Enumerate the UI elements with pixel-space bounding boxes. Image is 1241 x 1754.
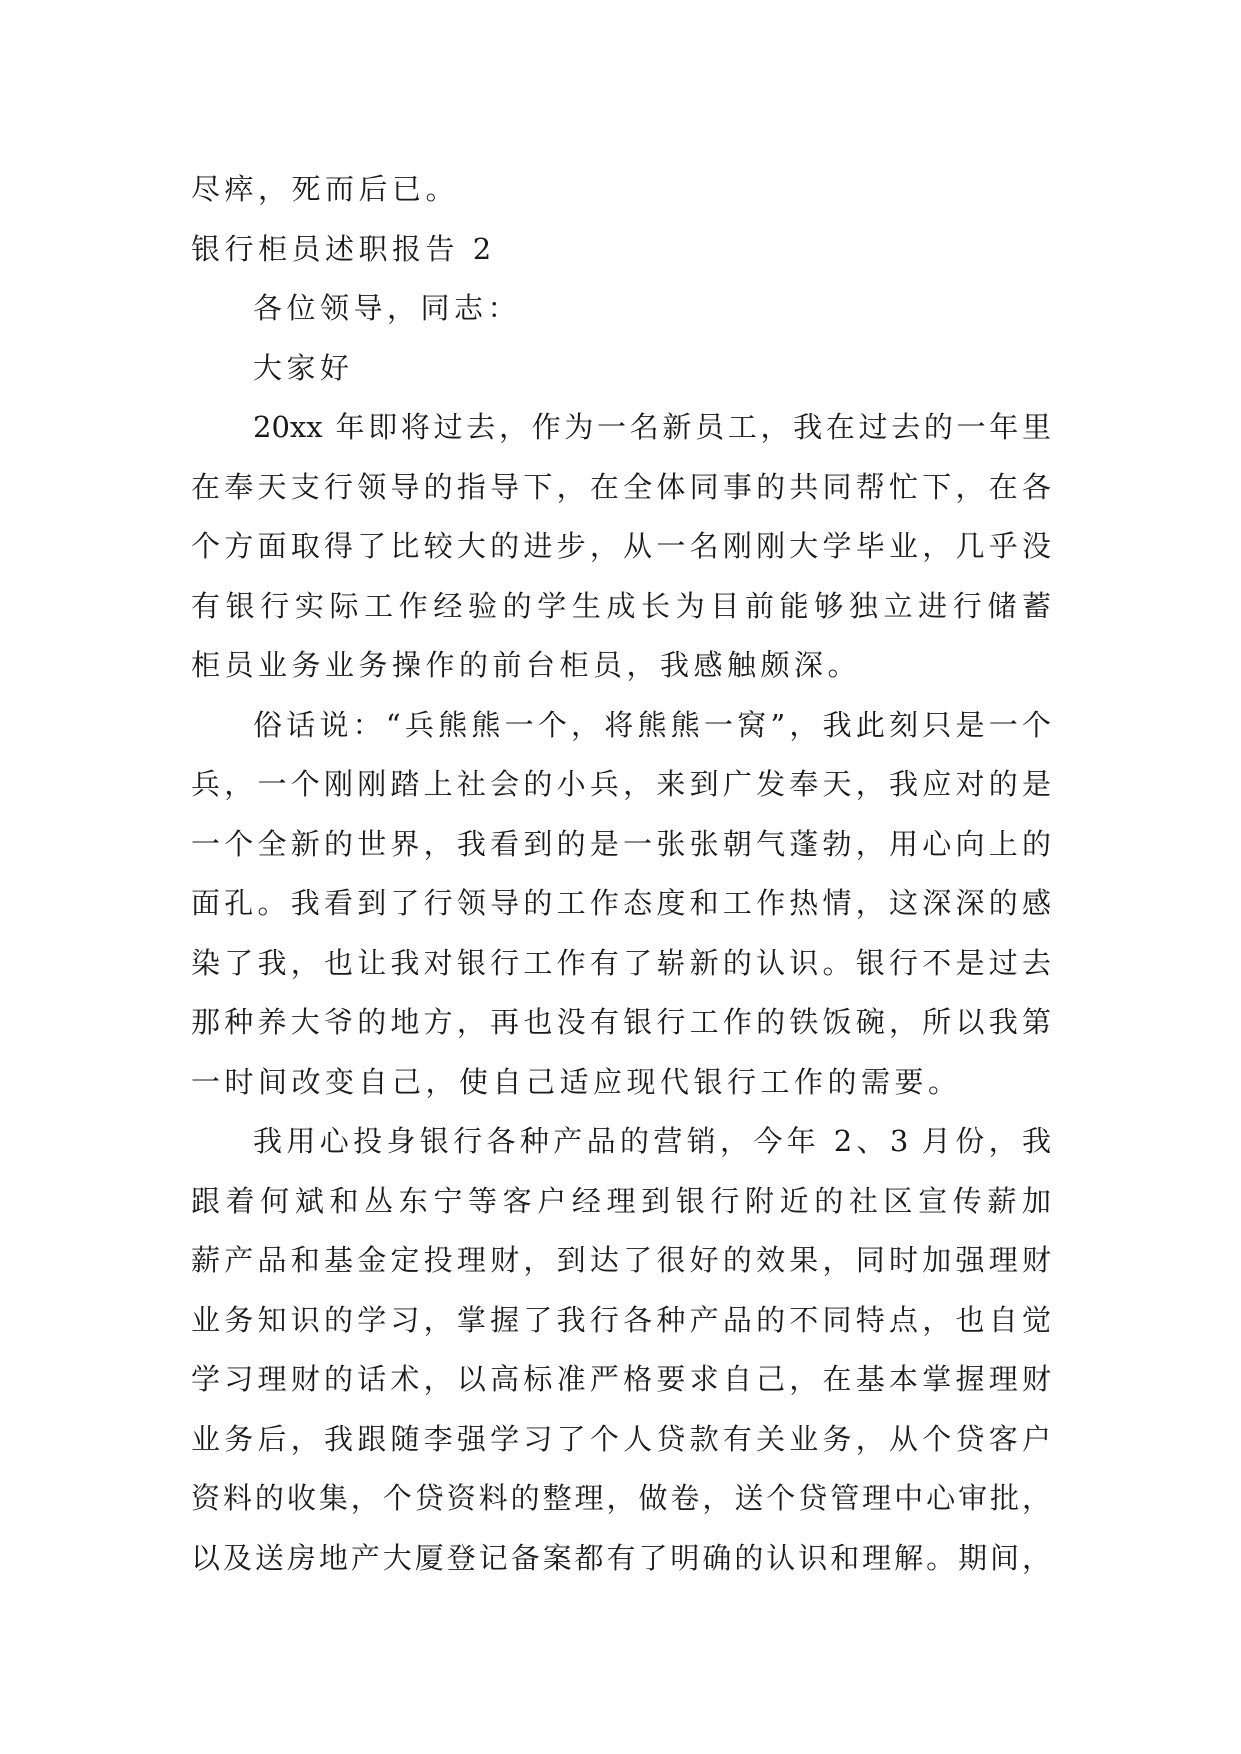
salutation: 各位领导，同志： <box>253 291 522 325</box>
paragraph-line: 柜员业务业务操作的前台柜员，我感触颇深。 <box>191 648 862 682</box>
paragraph-line: 那种养大爷的地方，再也没有银行工作的铁饭碗，所以我第 <box>191 1005 1051 1039</box>
paragraph-line: 业务知识的学习，掌握了我行各种产品的不同特点，也自觉 <box>191 1302 1051 1337</box>
paragraph-line: 业务后，我跟随李强学习了个人贷款有关业务，从个贷客户 <box>191 1421 1051 1456</box>
paragraph-line: 兵，一个刚刚踏上社会的小兵，来到广发奉天，我应对的是 <box>191 767 1051 801</box>
paragraph-line: 个方面取得了比较大的进步，从一名刚刚大学毕业，几乎没 <box>191 529 1051 563</box>
paragraph-line: 染了我，也让我对银行工作有了崭新的认识。银行不是过去 <box>191 945 1051 980</box>
section-title: 银行柜员述职报告 2 <box>191 231 496 266</box>
paragraph-line: 20xx 年即将过去，作为一名新员工，我在过去的一年里 <box>253 410 1051 444</box>
document-body <box>191 160 1051 1588</box>
paragraph-line: 在奉天支行领导的指导下，在全体同事的共同帮忙下，在各 <box>191 469 1051 504</box>
paragraph-line: 一时间改变自己，使自己适应现代银行工作的需要。 <box>191 1064 962 1099</box>
greeting: 大家好 <box>253 350 354 385</box>
paragraph-line: 有银行实际工作经验的学生成长为目前能够独立进行储蓄 <box>191 588 1051 623</box>
paragraph-line: 资料的收集，个贷资料的整理，做卷，送个贷管理中心审批， <box>191 1481 1051 1515</box>
paragraph-line: 俗话说：“兵熊熊一个，将熊熊一窝”，我此刻只是一个 <box>253 707 1051 742</box>
paragraph-line: 薪产品和基金定投理财，到达了很好的效果，同时加强理财 <box>191 1243 1051 1277</box>
paragraph-line: 跟着何斌和丛东宁等客户经理到银行附近的社区宣传薪加 <box>191 1183 1051 1218</box>
paragraph-line: 学习理财的话术，以高标准严格要求自己，在基本掌握理财 <box>191 1362 1051 1396</box>
paragraph-line: 一个全新的世界，我看到的是一张张朝气蓬勃，用心向上的 <box>191 826 1051 861</box>
paragraph-line: 面孔。我看到了行领导的工作态度和工作热情，这深深的感 <box>191 886 1051 920</box>
paragraph-line: 以及送房地产大厦登记备案都有了明确的认识和理解。期间， <box>191 1540 1051 1575</box>
text-line: 尽瘁，死而后已。 <box>191 172 460 206</box>
paragraph-line: 我用心投身银行各种产品的营销，今年 2、3 月份，我 <box>253 1124 1051 1158</box>
